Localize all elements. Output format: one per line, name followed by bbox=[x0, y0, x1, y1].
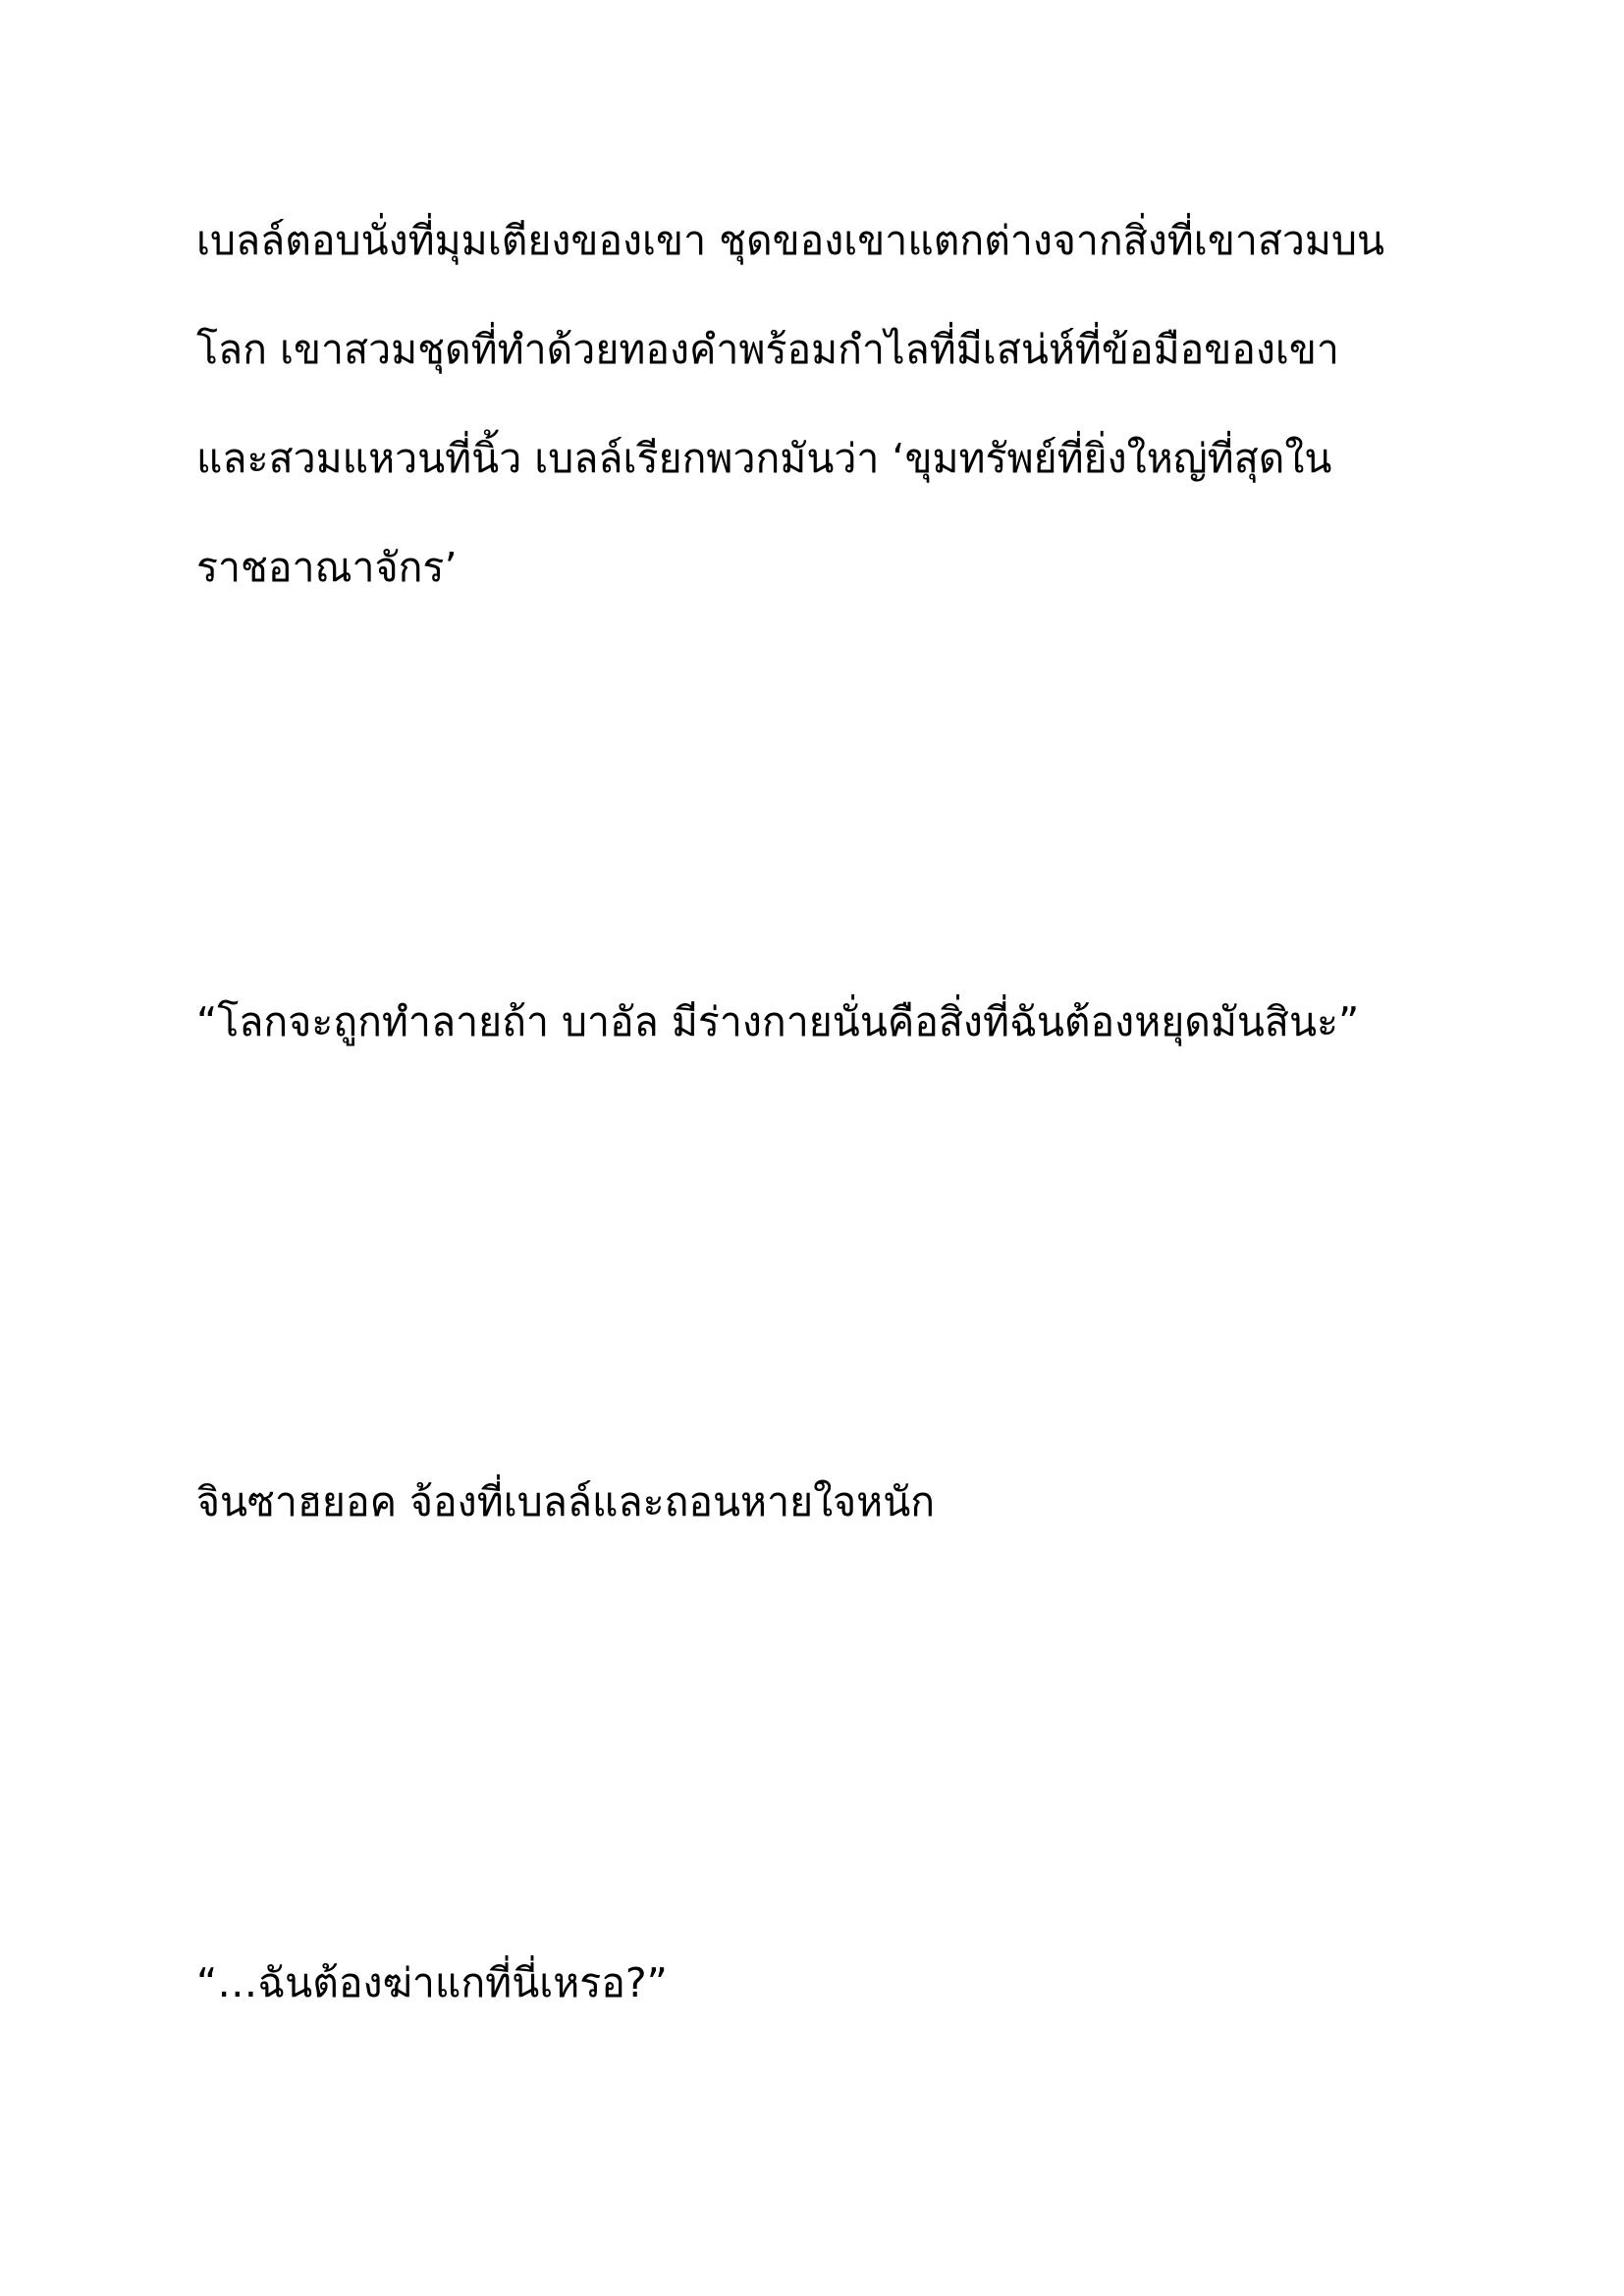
text-line: โลก เขาสวมชุดที่ทำด้วยทองคำพร้อมกำไลที่มีเสน่ห์ที่ข้อมือของเขา bbox=[196, 326, 1339, 373]
paragraph-jin-sighs bbox=[196, 1448, 1453, 1557]
text-line: และสวมแหวนที่นิ้ว เบลล์เรียกพวกมันว่า ‘ขุมทรัพย์ที่ยิ่งใหญ่ที่สุดใน bbox=[196, 435, 1332, 482]
text-line: “โลกจะถูกทำลายถ้า บาอัล มีร่างกายนั่นคือสิ่งที่ฉันต้องหยุดมันสินะ” bbox=[196, 998, 1360, 1045]
text-line: ราชอาณาจักร’ bbox=[196, 544, 458, 591]
text-line: เบลล์ตอบนั่งที่มุมเตียงของเขา ชุดของเขาแตกต่างจากสิ่งที่เขาสวมบน bbox=[196, 217, 1385, 264]
paragraph-bell-description bbox=[196, 187, 1453, 622]
paragraph-dialogue-world bbox=[196, 968, 1453, 1077]
paragraph-dialogue-kill bbox=[196, 1929, 1453, 2038]
text-line: “…ฉันต้องฆ่าแกที่นี่เหรอ?” bbox=[196, 1959, 668, 2006]
text-line: จินซาฮยอค จ้องที่เบลล์และถอนหายใจหนัก bbox=[196, 1478, 936, 1525]
